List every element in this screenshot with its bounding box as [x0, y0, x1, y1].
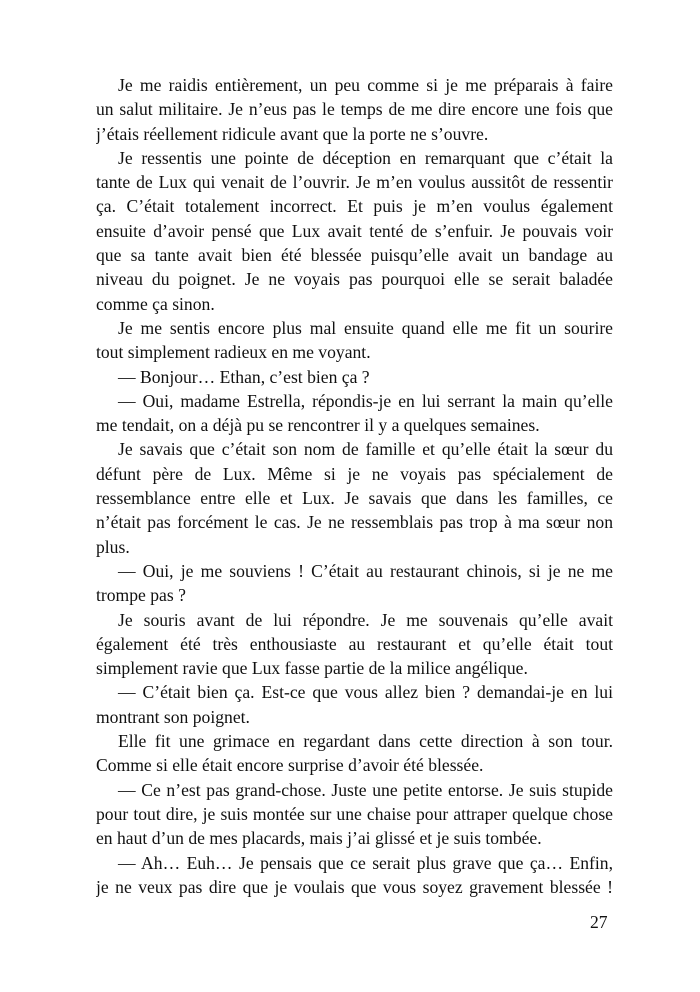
text-line: ensuite d’avoir pensé que Lux avait tenté de s’enfuir. Je pouvais voir: [96, 220, 613, 241]
paragraph: [96, 437, 613, 558]
paragraph: [96, 559, 613, 608]
text-line: également été très enthousiaste au restaurant et qu’elle était tout: [96, 633, 613, 654]
body-text: [96, 73, 613, 899]
text-line: montrant son poignet.: [96, 706, 250, 727]
paragraph: [96, 729, 613, 778]
text-line: trompe pas ?: [96, 585, 186, 606]
paragraph: [96, 778, 613, 851]
paragraph: [96, 389, 613, 438]
text-line: comme ça sinon.: [96, 293, 215, 314]
text-line: tout simplement radieux en me voyant.: [96, 342, 371, 363]
text-line: Je me sentis encore plus mal ensuite quand elle me fit un sourire: [118, 317, 613, 338]
text-line: — Bonjour… Ethan, c’est bien ça ?: [118, 366, 370, 387]
text-line: je ne veux pas dire que je voulais que vous soyez gravement blessée !: [96, 876, 613, 897]
text-line: — C’était bien ça. Est-ce que vous allez bien ? demandai-je en lui: [118, 682, 613, 703]
text-line: Elle fit une grimace en regardant dans cette direction à son tour.: [118, 731, 613, 752]
text-line: Je ressentis une pointe de déception en remarquant que c’était la: [118, 147, 613, 168]
page-number: 27: [590, 912, 608, 932]
paragraph: [96, 365, 613, 389]
text-line: ça. C’était totalement incorrect. Et puis je m’en voulus également: [96, 196, 613, 217]
text-line: — Ah… Euh… Je pensais que ce serait plus grave que ça… Enfin,: [118, 852, 613, 873]
text-line: défunt père de Lux. Même si je ne voyais pas spécialement de: [96, 463, 613, 484]
paragraph: [96, 146, 613, 316]
paragraph: [96, 316, 613, 365]
text-line: n’était pas forcément le cas. Je ne ressemblais pas trop à ma sœur non: [96, 512, 613, 533]
text-line: — Oui, je me souviens ! C’était au restaurant chinois, si je ne me: [118, 560, 613, 581]
paragraph: [96, 851, 613, 900]
text-line: pour tout dire, je suis montée sur une chaise pour attraper quelque chose: [96, 803, 613, 824]
text-line: en haut d’un de mes placards, mais j’ai glissé et je suis tombée.: [96, 828, 542, 849]
paragraph: [96, 680, 613, 729]
text-line: Je savais que c’était son nom de famille et qu’elle était la sœur du: [118, 439, 613, 460]
text-line: un salut militaire. Je n’eus pas le temps de me dire encore une fois que: [96, 99, 613, 120]
text-line: ressemblance entre elle et Lux. Je savais que dans les familles, ce: [96, 488, 613, 509]
text-line: Je souris avant de lui répondre. Je me souvenais qu’elle avait: [118, 609, 613, 630]
text-line: — Ce n’est pas grand-chose. Juste une petite entorse. Je suis stupide: [118, 779, 613, 800]
text-line: Comme si elle était encore surprise d’avoir été blessée.: [96, 755, 484, 776]
text-line: j’étais réellement ridicule avant que la porte ne s’ouvre.: [96, 123, 489, 144]
text-line: — Oui, madame Estrella, répondis-je en lui serrant la main qu’elle: [118, 390, 613, 411]
text-line: me tendait, on a déjà pu se rencontrer il y a quelques semaines.: [96, 415, 540, 436]
text-line: tante de Lux qui venait de l’ouvrir. Je m’en voulus aussitôt de ressentir: [96, 172, 613, 193]
paragraph: [96, 608, 613, 681]
text-line: plus.: [96, 536, 130, 557]
text-line: Je me raidis entièrement, un peu comme si je me préparais à faire: [118, 75, 613, 95]
text-line: que sa tante avait bien été blessée puisqu’elle avait un bandage au: [96, 245, 613, 266]
text-line: niveau du poignet. Je ne voyais pas pourquoi elle se serait baladée: [96, 269, 613, 290]
text-line: simplement ravie que Lux fasse partie de la milice angélique.: [96, 658, 528, 679]
paragraph: [96, 73, 613, 146]
